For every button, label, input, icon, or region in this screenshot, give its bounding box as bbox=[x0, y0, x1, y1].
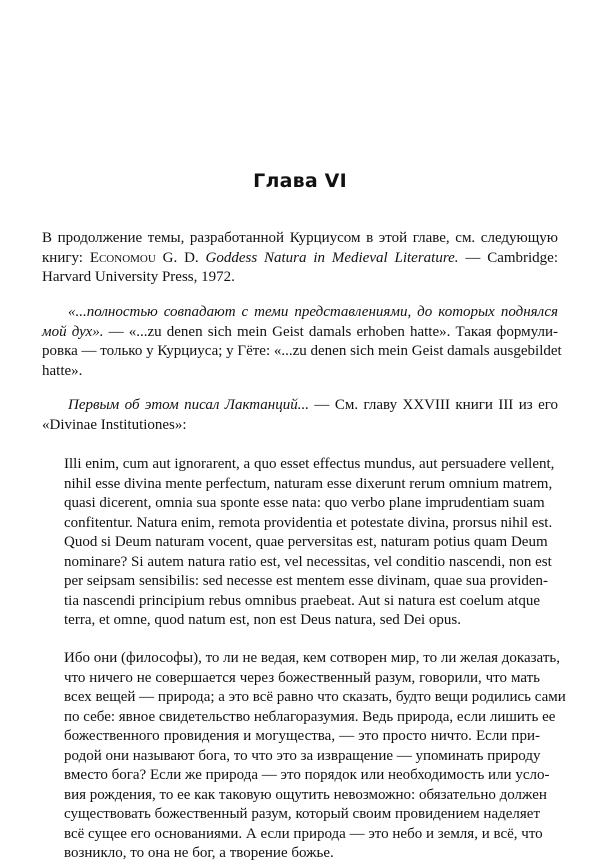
text-line: вместо бога? Если же природа — это порядок или необходимость или усло- bbox=[64, 767, 550, 783]
text-line: всех вещей — природа; а это всё равно что сказать, будто вещи родились сами bbox=[64, 689, 566, 705]
text-line bbox=[42, 323, 558, 343]
text-line: nominare? Si autem natura ratio est, vel necessitas, vel conditio nascendi, non est bbox=[64, 553, 552, 570]
author-name: Economou G. D. bbox=[89, 249, 199, 266]
russian-translation bbox=[64, 649, 566, 864]
text-line: всё сущее его основаниями. А если природа — это небо и земля, и всё, что bbox=[64, 825, 543, 842]
text-line: confitentur. Natura enim, remota providentia et potestate divina, prorsus nihil est. bbox=[64, 514, 553, 531]
text-line: quasi dicerent, omnia sua sponte esse nata: quo verbo plane imprudentiam suam bbox=[64, 495, 545, 511]
text-line: per seipsam sensibilis: sed necesse est mentem esse divinam, quae sua providen- bbox=[64, 573, 549, 589]
text-line: Quod si Deum naturam vocent, quae perversitas est, naturam potius quam Deum bbox=[64, 534, 548, 550]
text-line: hatte». bbox=[42, 362, 83, 379]
text-line: родой они называют бога, то что это за извращение — упоминать природу bbox=[64, 747, 541, 764]
text-line bbox=[42, 249, 558, 269]
text-line: Illi enim, cum aut ignorarent, a quo esset effectus mundus, aut persuadere vellent, bbox=[64, 456, 555, 472]
text-line bbox=[42, 303, 558, 323]
text-fragment: — См. главу XXVIII книги III из его bbox=[314, 397, 559, 413]
text-line: существовать божественный разум, который своим провидением наделяет bbox=[64, 806, 540, 822]
text-line: по себе: явное свидетельство неблагоразумия. Ведь природа, если лишить ее bbox=[64, 708, 556, 725]
text-fragment: — «...zu denen sich mein Geist damals erhoben hatte». Такая формули- bbox=[108, 323, 559, 340]
text-line: божественного провидения и могущества, — это просто ничто. Если при- bbox=[64, 728, 540, 744]
chapter-title: Глава VI bbox=[253, 170, 347, 192]
italic-lemma: Первым об этом писал Лактанций... bbox=[68, 397, 309, 413]
text-line: nihil esse divina mente perfectum, naturam esse dixerunt rerum omnium matrem, bbox=[64, 475, 553, 492]
text-line: возникло, то она не бог, а творение божье. bbox=[64, 845, 334, 861]
text-line: tia nascendi principium rebus omnibus praebeat. Aut si natura est coelum atque bbox=[64, 592, 540, 609]
latin-quotation bbox=[64, 455, 555, 631]
italic-lemma: «...полностью совпадают с теми представлениями, до которых поднялся bbox=[68, 304, 558, 320]
text-line: «Divinae Institutiones»: bbox=[42, 416, 187, 433]
paragraph-lactantius-note bbox=[42, 396, 558, 435]
text-fragment: книгу: bbox=[42, 249, 83, 266]
text-line: В продолжение темы, разработанной Курциусом в этой главе, см. следующую bbox=[42, 230, 558, 246]
paragraph-reference bbox=[42, 229, 558, 288]
text-line: Harvard University Press, 1972. bbox=[42, 269, 235, 285]
text-line: Ибо они (философы), то ли не ведая, кем сотворен мир, то ли желая доказать, bbox=[64, 650, 560, 666]
text-fragment: — Cambridge: bbox=[465, 249, 559, 266]
italic-lemma: мой дух». bbox=[42, 323, 104, 340]
text-line bbox=[42, 396, 558, 416]
text-line: вия рождения, то ее как таковую ощутить невозможно: обязательно должен bbox=[64, 786, 547, 803]
paragraph-goethe-note bbox=[42, 303, 562, 381]
text-line: ровка — только у Курциуса; у Гёте: «...zu denen sich mein Geist damals ausgebildet bbox=[42, 343, 562, 359]
text-line: terra, et omne, quod natum est, non est Deus natura, sed Dei opus. bbox=[64, 612, 461, 628]
book-title: Goddess Natura in Medieval Literature. bbox=[205, 249, 459, 266]
text-line: что ничего не совершается через божественный разум, говорили, что мать bbox=[64, 669, 540, 686]
